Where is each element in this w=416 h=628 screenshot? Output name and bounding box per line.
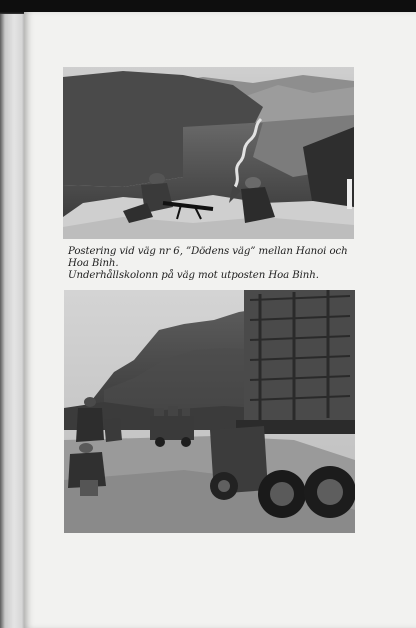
photo-supply-convoy-image <box>64 290 355 533</box>
photo-machine-gun-post-image <box>63 67 354 239</box>
book-page <box>24 12 416 628</box>
caption-bottom-photo: Underhållskolonn på väg mot utposten Hoa Binh. <box>68 270 319 281</box>
photo-machine-gun-post <box>63 67 354 239</box>
photo-supply-convoy <box>64 290 355 533</box>
left-page-edge <box>0 14 26 628</box>
caption-top-photo: Postering vid väg nr 6, ”Dödens väg” mellan Hanoi och Hoa Binh. <box>68 246 348 269</box>
